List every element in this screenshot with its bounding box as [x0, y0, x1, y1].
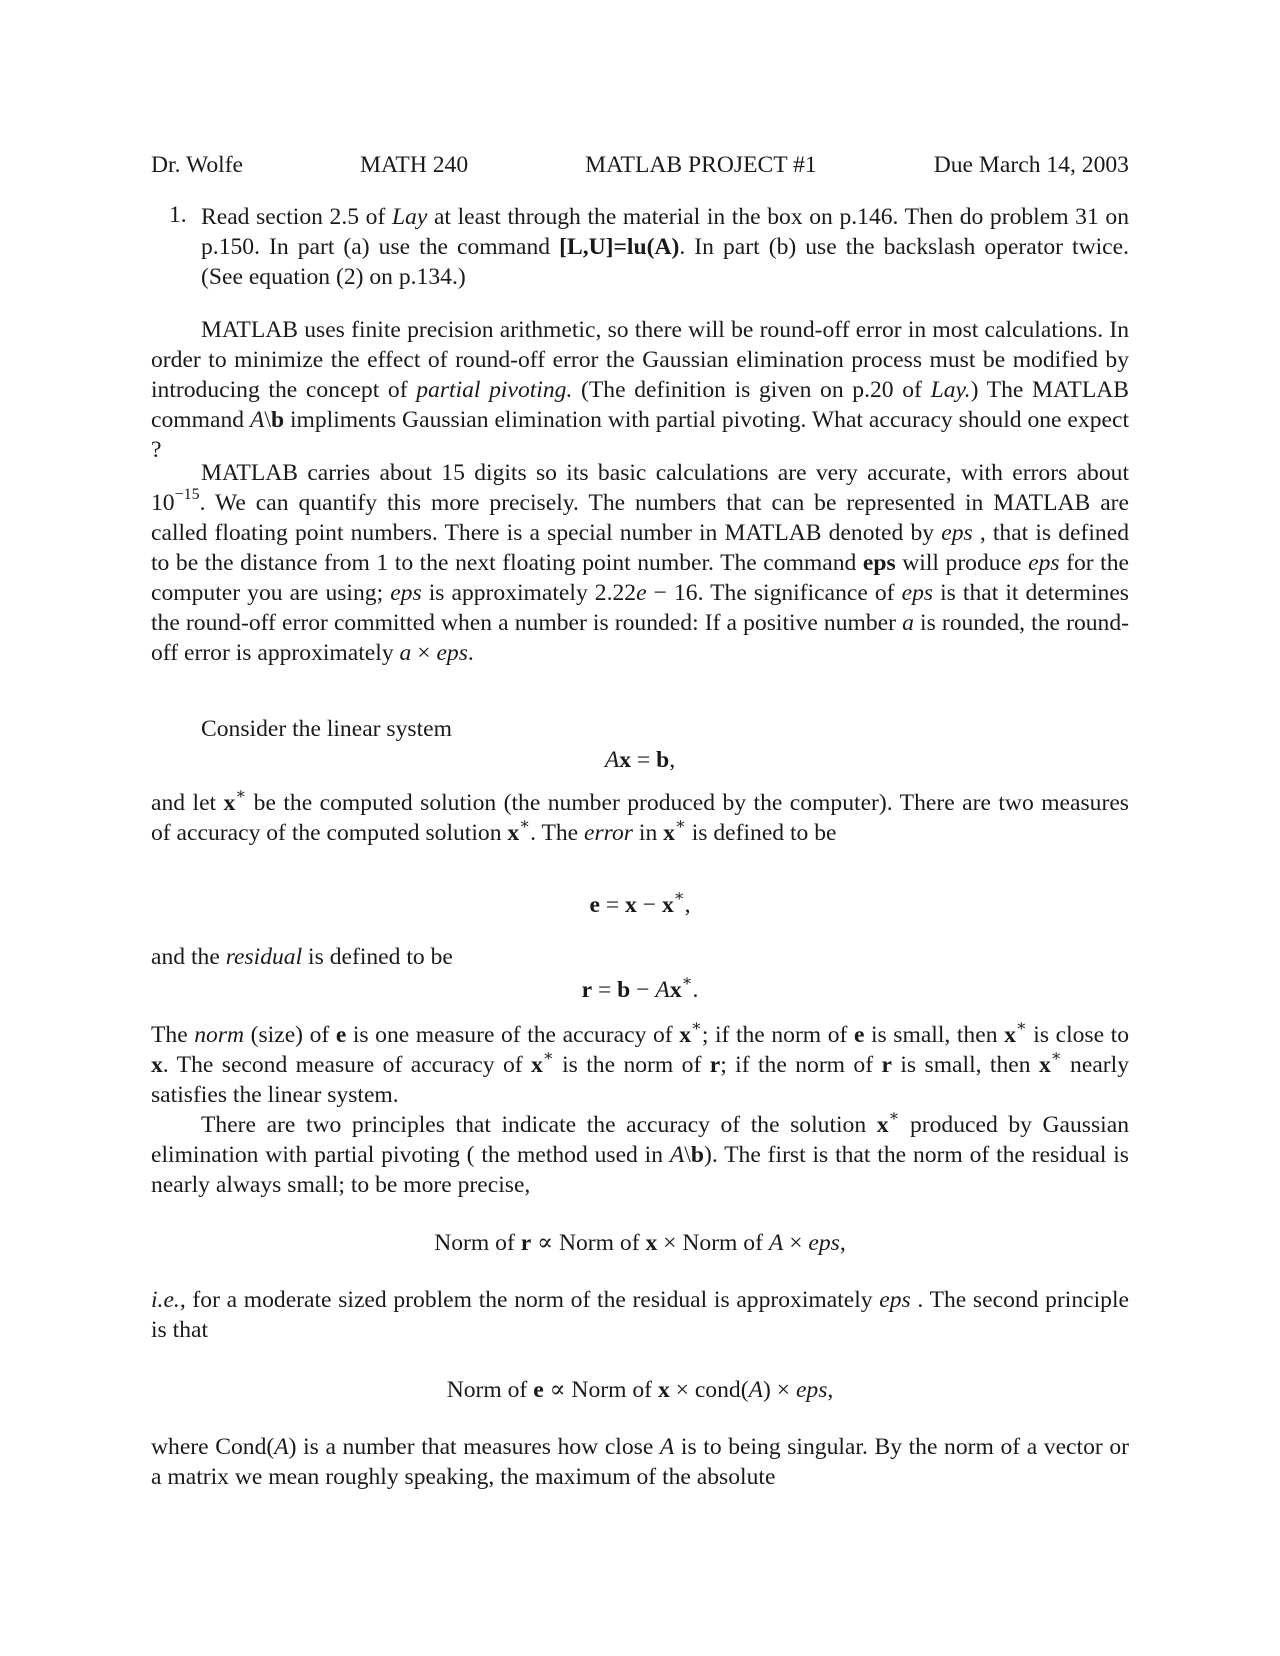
author: Dr. Wolfe: [151, 152, 244, 178]
due-date: Due March 14, 2003: [933, 152, 1129, 178]
paragraph-5: and the residual is defined to be: [151, 944, 453, 970]
equation-error-principle: Norm of e ∝ Norm of x × cond(A) × eps,: [446, 1377, 834, 1403]
course: MATH 240: [360, 152, 469, 178]
project-title: MATLAB PROJECT #1: [585, 152, 817, 178]
paragraph-4: and let x∗ be the computed solution (the number produced by the computer). There are two measures of accuracy of the computed solution x∗. The error in x∗ is defined to be: [151, 786, 1129, 846]
equation-linear-system: Ax = b,: [604, 747, 676, 773]
equation-residual: r = b − Ax∗.: [581, 973, 699, 1003]
list-item-1: [169, 202, 1129, 292]
equation-residual-principle: Norm of r ∝ Norm of x × Norm of A × eps,: [434, 1230, 846, 1256]
paragraph-6: The norm (size) of e is one measure of the accuracy of x∗; if the norm of e is small, then x∗ is close to x. The second measure of accuracy of x∗ is the norm of r; if the norm of r is small, then x∗ nearly satisfies the linear system.: [151, 1018, 1129, 1108]
paragraph-3: Consider the linear system: [201, 716, 452, 742]
paragraph-1: MATLAB uses finite precision arithmetic, so there will be round-off error in most calculations. In order to minimize the effect of round-off error the Gaussian elimination process must be modified by introducing the concept of partial pivoting. (The definition is given on p.20 of Lay.) The MATLAB command A\b impliments Gaussian elimination with partial pivoting. What accuracy should one expect ?: [151, 317, 1130, 463]
paragraph-2: MATLAB carries about 15 digits so its basic calculations are very accurate, with errors about $10^{-15}$. We can quantify this more precisely. The numbers that can be represented in MATLAB are called floating point numbers. There is a special number in MATLAB denoted by eps , that is defined to be the distance from 1 to the next floating point number. The command eps will produce eps for the computer you are using; eps is approximately 2.22e − 16. The significance of eps is that it determines the round-off error committed when a number is rounded: If a positive number a is rounded, the round-off error is approximately a × eps.: [151, 460, 1130, 666]
list-item-number: 1.: [169, 202, 187, 228]
equation-error: e = x − x∗,: [589, 888, 691, 918]
paragraph-8: i.e., for a moderate sized problem the norm of the residual is approximately eps . The second principle is that: [151, 1287, 1129, 1343]
page-header: [151, 152, 1129, 184]
list-item-text: Read section 2.5 of Lay at least through the material in the box on p.146. Then do problem 31 on p.150. In part (a) use the command [L,U]=lu(A). In part (b) use the backslash operator twice. (See equation (2) on p.134.): [201, 204, 1130, 290]
paragraph-7: There are two principles that indicate the accuracy of the solution x∗ produced by Gaussian elimination with partial pivoting ( the method used in A\b). The first is that the norm of the residual is nearly always small; to be more precise,: [151, 1108, 1129, 1198]
paragraph-9: where Cond(A) is a number that measures how close A is to being singular. By the norm of a vector or a matrix we mean roughly speaking, the maximum of the absolute: [151, 1434, 1129, 1490]
